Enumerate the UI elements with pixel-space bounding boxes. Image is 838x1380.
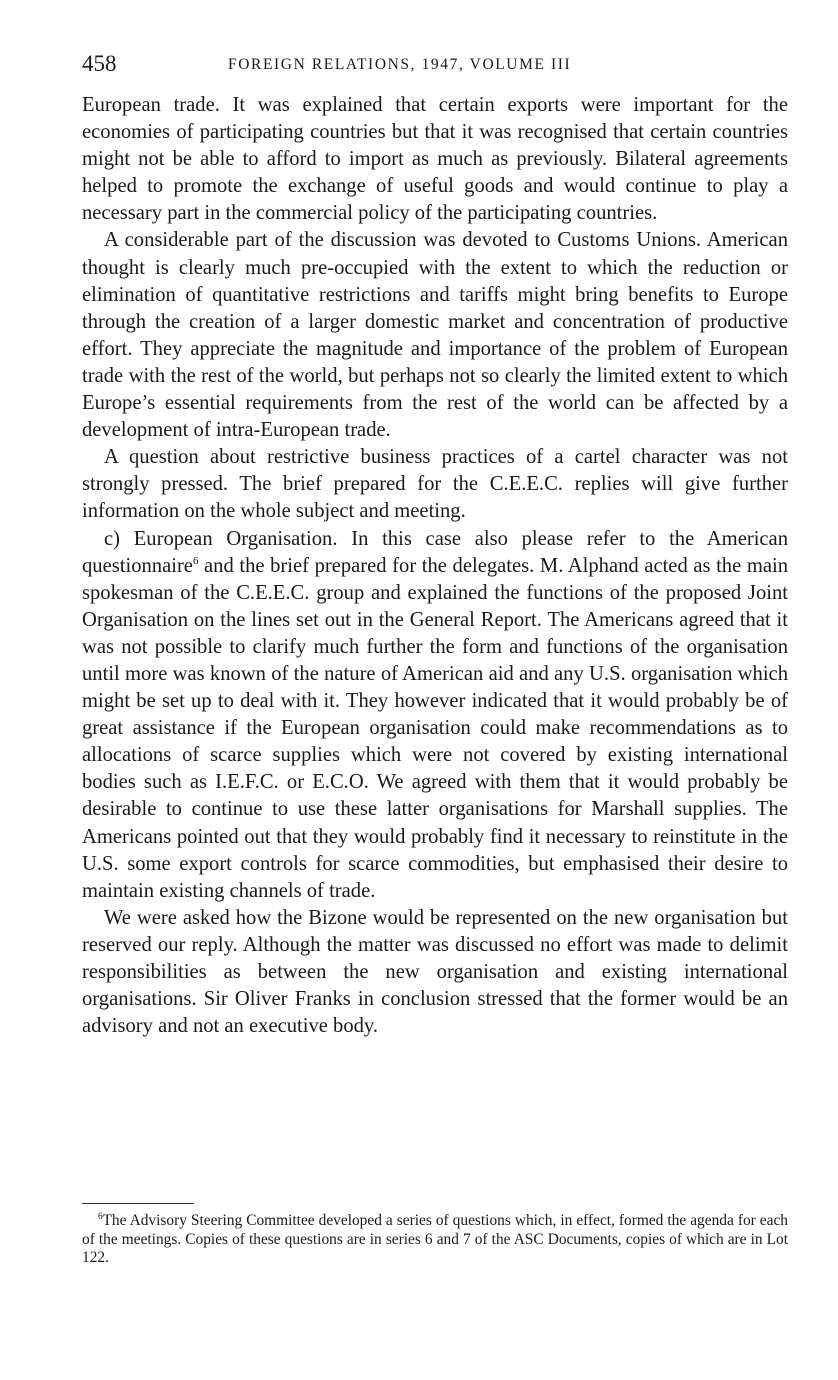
body-text: [82, 92, 788, 1040]
paragraph-4-text-after: and the brief prepared for the delegates. M. Alphand acted as the main spokesman of the C.E.E.C. group and explained the functions of the proposed Joint Organisation on the lines set out in the General Report. The Americans agreed that it was not possible to clarify much further the form and functions of the organisation until more was known of the nature of American aid and any U.S. organisation which might be set up to deal with it. They however indicated that it would probably be of great assistance if the European organisation could make recommendations as to allocations of scarce supplies which were not covered by existing international bodies such as I.E.F.C. or E.C.O. We agreed with them that it would probably be desirable to continue to use these latter organisations for Marshall supplies. The Americans pointed out that they would probably find it necessary to reinstitute in the U.S. some export controls for scarce commodities, but emphasised their desire to maintain existing channels of trade.: [82, 554, 788, 902]
footnote-6: [82, 1212, 788, 1268]
paragraph-3: A question about restrictive business practices of a cartel character was not strongly pressed. The brief prepared for the C.E.E.C. replies will give further information on the whole subject and meeting.: [82, 446, 788, 523]
running-head: [82, 48, 788, 80]
paragraph-2: A considerable part of the discussion was devoted to Customs Unions. American thought is clearly much pre-occupied with the extent to which the reduction or elimination of quantitative restrictions and tariffs might bring benefits to Europe through the creation of a larger domestic market and concentration of productive effort. They appreciate the magnitude and importance of the problem of European trade with the rest of the world, but perhaps not so clearly the limited extent to which Europe’s essential requirements from the rest of the world can be affected by a development of intra-European trade.: [82, 229, 788, 442]
running-title: FOREIGN RELATIONS, 1947, VOLUME III: [228, 56, 572, 73]
paragraph-4: [82, 526, 788, 905]
page-number: 458: [82, 51, 117, 76]
paragraph-5: We were asked how the Bizone would be represented on the new organisation but reserved our reply. Although the matter was discussed no effort was made to delimit responsibilities as between the new organisation and existing international organisations. Sir Oliver Franks in conclusion stressed that the former would be an advisory and not an executive body.: [82, 906, 788, 1038]
paragraph-4-text-before: c) European Organisation. In this case also please refer to the American questionnaire: [82, 527, 788, 577]
footnote-text: The Advisory Steering Committee developed a series of questions which, in effect, formed the agenda for each of the meetings. Copies of these questions are in series 6 and 7 of the ASC Documents, copies of which are in Lot 122.: [82, 1212, 788, 1266]
footnote-mark: 6: [98, 1210, 103, 1221]
footnote-reference: 6: [192, 554, 199, 567]
footnote-divider: [82, 1203, 194, 1204]
footnotes: [82, 1212, 788, 1268]
paragraph-1: European trade. It was explained that certain exports were important for the economies of participating countries but that it was recognised that certain countries might not be able to afford to import as much as previously. Bilateral agreements helped to promote the exchange of useful goods and would continue to play a necessary part in the commercial policy of the participating countries.: [82, 94, 788, 225]
